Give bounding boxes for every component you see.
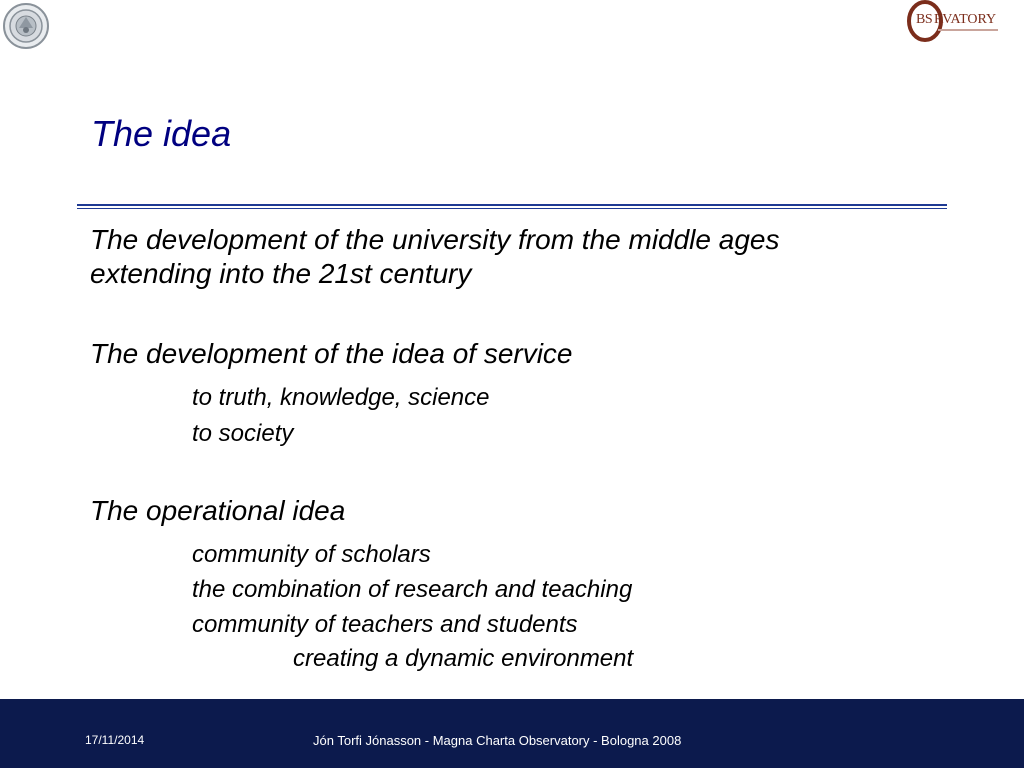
footer-date: 17/11/2014 <box>85 733 145 747</box>
paragraph-3-item-1: community of scholars <box>192 541 431 568</box>
paragraph-2-item-2: to society <box>192 420 294 447</box>
paragraph-2-item-1: to truth, knowledge, science <box>192 384 490 411</box>
paragraph-3: The operational idea <box>90 495 346 526</box>
title-divider-top <box>77 204 947 206</box>
paragraph-1-line-2: extending into the 21st century <box>90 258 472 289</box>
paragraph-3-item-2: the combination of research and teaching <box>192 576 633 603</box>
paragraph-2: The development of the idea of service <box>90 338 573 369</box>
observatory-logo-text: RVATORY <box>934 12 997 27</box>
university-seal-icon <box>2 2 50 50</box>
observatory-logo-underline <box>938 29 998 31</box>
paragraph-1-line-1: The development of the university from the middle ages <box>90 224 780 255</box>
footer-credit: Jón Torfi Jónasson - Magna Charta Observatory - Bologna 2008 <box>313 733 682 748</box>
observatory-logo-bs: BS <box>916 12 933 27</box>
observatory-logo <box>902 0 1006 46</box>
paragraph-3-item-3: community of teachers and students <box>192 611 578 638</box>
slide-title: The idea <box>91 113 232 154</box>
title-divider-bottom <box>77 208 947 209</box>
paragraph-3-subitem: creating a dynamic environment <box>293 645 634 672</box>
